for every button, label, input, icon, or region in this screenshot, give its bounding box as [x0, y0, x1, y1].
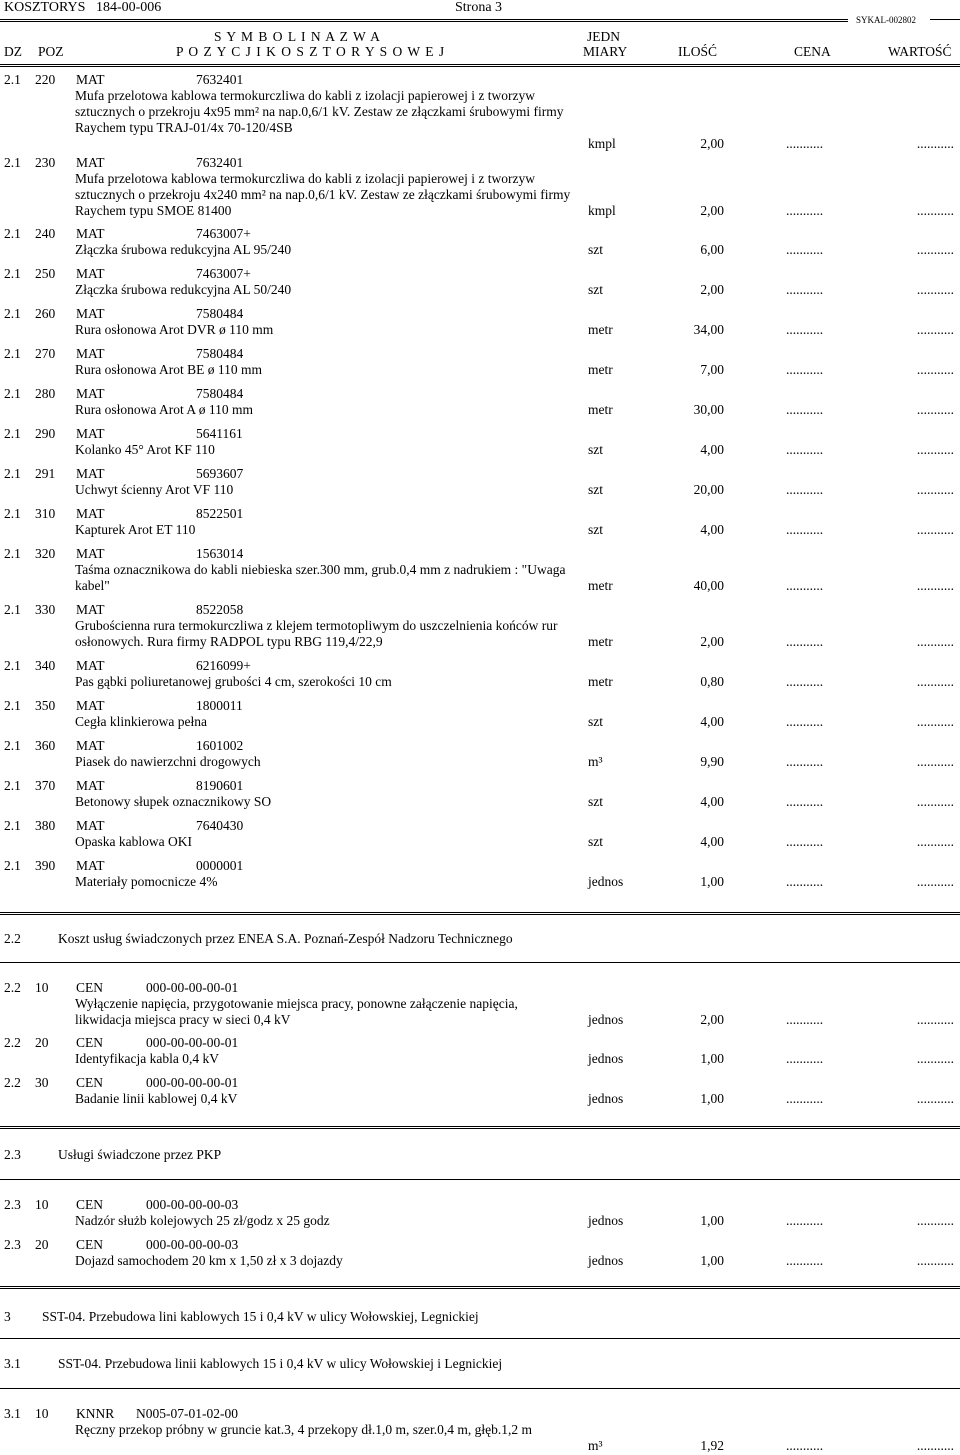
row-quantity: 4,00 — [700, 794, 724, 809]
row-dz: 2.1 — [4, 506, 21, 521]
row-price: ........... — [786, 754, 824, 769]
row-unit: kmpl — [588, 136, 616, 151]
row-unit: metr — [588, 674, 613, 689]
row-description: Materiały pomocnicze 4% — [75, 874, 218, 889]
row-unit: m³ — [588, 754, 603, 769]
row-poz: 250 — [35, 266, 56, 281]
section-title: Koszt usług świadczonych przez ENEA S.A. Poznań-Zespół Nadzoru Technicznego — [58, 931, 513, 946]
row-code: 000-00-00-00-01 — [146, 980, 239, 995]
row-value: ........... — [916, 578, 954, 593]
row-unit: szt — [588, 834, 603, 849]
section-rule — [0, 912, 960, 915]
row-type: MAT — [76, 818, 105, 833]
row-code: 8522501 — [196, 506, 244, 521]
row-value: ........... — [916, 1438, 954, 1453]
row-type: CEN — [76, 1035, 103, 1050]
row-unit: metr — [588, 578, 613, 593]
row-unit: jednos — [588, 1051, 624, 1066]
row-value: ........... — [916, 482, 954, 497]
row-type: MAT — [76, 155, 105, 170]
row-poz: 370 — [35, 778, 56, 793]
row-value: ........... — [916, 1051, 954, 1066]
row-description: Cegła klinkierowa pełna — [75, 714, 207, 729]
row-unit: m³ — [588, 1438, 603, 1453]
row-poz: 220 — [35, 72, 56, 87]
row-price: ........... — [786, 578, 824, 593]
row-dz: 2.1 — [4, 155, 21, 170]
col-cena: CENA — [794, 44, 831, 59]
row-poz: 10 — [35, 1406, 49, 1421]
row-description: Betonowy słupek oznacznikowy SO — [75, 794, 272, 809]
row-value: ........... — [916, 1012, 954, 1027]
row-price: ........... — [786, 402, 824, 417]
sykal-code: SYKAL-002802 — [856, 15, 916, 25]
row-type: MAT — [76, 658, 105, 673]
row-value: ........... — [916, 714, 954, 729]
row-poz: 10 — [35, 980, 49, 995]
row-description: Rura osłonowa Arot DVR ø 110 mm — [75, 322, 274, 337]
section-title: SST-04. Przebudowa linii kablowych 15 i 0,4 kV w ulicy Wołowskiej i Legnickiej — [58, 1356, 503, 1371]
row-dz: 2.1 — [4, 72, 21, 87]
row-code: 1800011 — [196, 698, 243, 713]
row-description: Pas gąbki poliuretanowej grubości 4 cm, szerokości 10 cm — [75, 674, 392, 689]
row-dz: 2.1 — [4, 426, 21, 441]
row-dz: 2.1 — [4, 226, 21, 241]
row-description: Złączka śrubowa redukcyjna AL 50/240 — [75, 282, 292, 297]
row-quantity: 40,00 — [693, 578, 724, 593]
row-type: MAT — [76, 266, 105, 281]
section-rule — [0, 1126, 960, 1129]
row-code: 000-00-00-00-01 — [146, 1075, 239, 1090]
row-value: ........... — [916, 136, 954, 151]
row-price: ........... — [786, 322, 824, 337]
row-quantity: 4,00 — [700, 522, 724, 537]
section-rule — [0, 1338, 960, 1339]
row-code: 000-00-00-00-03 — [146, 1237, 239, 1252]
row-code: 7463007+ — [196, 226, 251, 241]
row-quantity: 1,00 — [700, 1051, 724, 1066]
row-type: MAT — [76, 778, 105, 793]
row-code: 7632401 — [196, 72, 244, 87]
row-quantity: 2,00 — [700, 136, 724, 151]
section-rule — [0, 1286, 960, 1289]
row-code: 8522058 — [196, 602, 244, 617]
row-poz: 310 — [35, 506, 56, 521]
row-description: Kapturek Arot ET 110 — [75, 522, 196, 537]
col-ilosc: ILOŚĆ — [678, 44, 718, 59]
row-quantity: 2,00 — [700, 634, 724, 649]
row-poz: 390 — [35, 858, 56, 873]
row-price: ........... — [786, 442, 824, 457]
row-unit: szt — [588, 282, 603, 297]
row-unit: szt — [588, 482, 603, 497]
row-value: ........... — [916, 242, 954, 257]
row-quantity: 20,00 — [693, 482, 724, 497]
row-price: ........... — [786, 282, 824, 297]
row-poz: 350 — [35, 698, 56, 713]
row-code: 7580484 — [196, 346, 244, 361]
row-poz: 360 — [35, 738, 56, 753]
row-value: ........... — [916, 362, 954, 377]
row-poz: 230 — [35, 155, 56, 170]
row-description: Wyłączenie napięcia, przygotowanie miejsca pracy, ponowne załączenie napięcia, likwidacja miejsca pracy w sieci 0,4 kV — [75, 996, 518, 1027]
row-quantity: 34,00 — [693, 322, 724, 337]
section-rule — [0, 1179, 960, 1180]
row-unit: jednos — [588, 1012, 624, 1027]
row-price: ........... — [786, 522, 824, 537]
row-description: Taśma oznacznikowa do kabli niebieska szer.300 mm, grub.0,4 mm z nadrukiem : "Uwaga kabel" — [75, 562, 566, 593]
row-price: ........... — [786, 482, 824, 497]
row-price: ........... — [786, 203, 824, 218]
row-type: MAT — [76, 858, 105, 873]
row-dz: 2.2 — [4, 1075, 21, 1090]
col-dz: DZ — [4, 44, 22, 59]
row-value: ........... — [916, 1253, 954, 1268]
row-description: Rura osłonowa Arot A ø 110 mm — [75, 402, 253, 417]
row-code: 000-00-00-00-01 — [146, 1035, 239, 1050]
row-code: 7640430 — [196, 818, 244, 833]
page-number: Strona 3 — [455, 0, 503, 15]
row-description: Nadzór służb kolejowych 25 zł/godz x 25 godz — [75, 1213, 330, 1228]
header-top-rule — [0, 19, 848, 22]
row-description: Badanie linii kablowej 0,4 kV — [75, 1091, 238, 1106]
section-title: SST-04. Przebudowa lini kablowych 15 i 0,4 kV w ulicy Wołowskiej, Legnickiej — [42, 1309, 479, 1324]
row-quantity: 30,00 — [693, 402, 724, 417]
row-code: 7463007+ — [196, 266, 251, 281]
row-unit: metr — [588, 402, 613, 417]
row-price: ........... — [786, 1091, 824, 1106]
row-quantity: 1,00 — [700, 1213, 724, 1228]
row-quantity: 6,00 — [700, 242, 724, 257]
row-unit: szt — [588, 714, 603, 729]
row-dz: 2.1 — [4, 346, 21, 361]
row-description: Mufa przelotowa kablowa termokurczliwa do kabli z izolacji papierowej i z tworzyw sztucznych o przekroju 4x240 mm² na nap.0,6/1 kV. Zestaw ze złączkami śrubowymi firmy Raychem typu SMOE 81400 — [75, 171, 571, 218]
row-poz: 340 — [35, 658, 56, 673]
row-quantity: 9,90 — [700, 754, 724, 769]
row-value: ........... — [916, 1091, 954, 1106]
col-jedn: JEDN — [587, 29, 620, 44]
row-value: ........... — [916, 402, 954, 417]
row-quantity: 1,92 — [700, 1438, 724, 1453]
row-poz: 290 — [35, 426, 56, 441]
row-dz: 2.1 — [4, 858, 21, 873]
row-description: Złączka śrubowa redukcyjna AL 95/240 — [75, 242, 292, 257]
col-poz: POZ — [38, 44, 64, 59]
row-poz: 10 — [35, 1197, 49, 1212]
row-quantity: 0,80 — [700, 674, 724, 689]
row-code: 000-00-00-00-03 — [146, 1197, 239, 1212]
row-price: ........... — [786, 1051, 824, 1066]
row-dz: 2.1 — [4, 818, 21, 833]
row-code: 7580484 — [196, 306, 244, 321]
section-title: Usługi świadczone przez PKP — [58, 1147, 222, 1162]
row-quantity: 2,00 — [700, 282, 724, 297]
row-value: ........... — [916, 794, 954, 809]
row-unit: szt — [588, 442, 603, 457]
row-quantity: 1,00 — [700, 874, 724, 889]
row-poz: 320 — [35, 546, 56, 561]
row-price: ........... — [786, 874, 824, 889]
row-unit: metr — [588, 634, 613, 649]
row-code: 8190601 — [196, 778, 244, 793]
section-rule — [0, 1388, 960, 1389]
col-wartosc: WARTOŚĆ — [888, 44, 952, 59]
row-code: 7580484 — [196, 386, 244, 401]
row-type: MAT — [76, 738, 105, 753]
row-quantity: 4,00 — [700, 834, 724, 849]
row-price: ........... — [786, 634, 824, 649]
row-type: MAT — [76, 226, 105, 241]
row-type: MAT — [76, 466, 105, 481]
row-code: 1601002 — [196, 738, 244, 753]
row-price: ........... — [786, 1012, 824, 1027]
row-poz: 280 — [35, 386, 56, 401]
row-unit: kmpl — [588, 203, 616, 218]
row-type: MAT — [76, 72, 105, 87]
row-poz: 291 — [35, 466, 56, 481]
row-value: ........... — [916, 522, 954, 537]
row-quantity: 2,00 — [700, 1012, 724, 1027]
row-quantity: 2,00 — [700, 203, 724, 218]
row-quantity: 4,00 — [700, 714, 724, 729]
row-price: ........... — [786, 1213, 824, 1228]
row-description: Uchwyt ścienny Arot VF 110 — [75, 482, 234, 497]
row-price: ........... — [786, 834, 824, 849]
row-quantity: 7,00 — [700, 362, 724, 377]
row-description: Piasek do nawierzchni drogowych — [75, 754, 261, 769]
row-poz: 260 — [35, 306, 56, 321]
row-type: MAT — [76, 506, 105, 521]
row-description: Grubościenna rura termokurczliwa z klejem termotopliwym do uszczelnienia końców rur osłonowych. Rura firmy RADPOL typu RBG 119,4/22,9 — [75, 618, 558, 649]
section-number: 2.2 — [4, 931, 21, 946]
row-unit: metr — [588, 322, 613, 337]
row-dz: 2.1 — [4, 698, 21, 713]
row-price: ........... — [786, 714, 824, 729]
row-poz: 270 — [35, 346, 56, 361]
row-dz: 2.2 — [4, 1035, 21, 1050]
row-unit: jednos — [588, 1253, 624, 1268]
row-dz: 2.1 — [4, 386, 21, 401]
row-code: N005-07-01-02-00 — [136, 1406, 238, 1421]
row-value: ........... — [916, 674, 954, 689]
row-description: Ręczny przekop próbny w gruncie kat.3, 4 przekopy dł.1,0 m, szer.0,4 m, głęb.1,2 m — [75, 1422, 533, 1437]
row-dz: 2.1 — [4, 658, 21, 673]
row-price: ........... — [786, 242, 824, 257]
row-description: Dojazd samochodem 20 km x 1,50 zł x 3 dojazdy — [75, 1253, 343, 1268]
row-poz: 20 — [35, 1237, 49, 1252]
row-dz: 2.1 — [4, 602, 21, 617]
row-dz: 2.2 — [4, 980, 21, 995]
row-unit: szt — [588, 242, 603, 257]
row-value: ........... — [916, 834, 954, 849]
row-value: ........... — [916, 322, 954, 337]
row-poz: 240 — [35, 226, 56, 241]
row-price: ........... — [786, 136, 824, 151]
row-dz: 2.3 — [4, 1197, 21, 1212]
row-description: Mufa przelotowa kablowa termokurczliwa do kabli z izolacji papierowej i z tworzyw sztucznych o przekroju 4x95 mm² na nap.0,6/1 kV. Zestaw ze złączkami śrubowymi firmy Raychem typu TRAJ-01/4x 70-120/4SB — [75, 88, 564, 135]
row-unit: jednos — [588, 874, 624, 889]
row-quantity: 1,00 — [700, 1091, 724, 1106]
row-price: ........... — [786, 1253, 824, 1268]
row-poz: 330 — [35, 602, 56, 617]
row-poz: 30 — [35, 1075, 49, 1090]
row-type: CEN — [76, 980, 103, 995]
col-miary: MIARY — [583, 44, 628, 59]
row-dz: 2.1 — [4, 778, 21, 793]
row-type: KNNR — [76, 1406, 115, 1421]
row-value: ........... — [916, 442, 954, 457]
col-position: P O Z Y C J I K O S Z T O R Y S O W E J — [176, 44, 446, 59]
row-value: ........... — [916, 282, 954, 297]
row-type: CEN — [76, 1075, 103, 1090]
row-quantity: 4,00 — [700, 442, 724, 457]
row-dz: 2.3 — [4, 1237, 21, 1252]
row-type: MAT — [76, 698, 105, 713]
row-description: Rura osłonowa Arot BE ø 110 mm — [75, 362, 262, 377]
row-code: 7632401 — [196, 155, 244, 170]
row-quantity: 1,00 — [700, 1253, 724, 1268]
section-number: 2.3 — [4, 1147, 21, 1162]
row-type: MAT — [76, 426, 105, 441]
row-type: MAT — [76, 306, 105, 321]
row-price: ........... — [786, 674, 824, 689]
row-type: MAT — [76, 546, 105, 561]
row-poz: 380 — [35, 818, 56, 833]
row-type: MAT — [76, 386, 105, 401]
row-value: ........... — [916, 874, 954, 889]
row-type: CEN — [76, 1237, 103, 1252]
row-price: ........... — [786, 362, 824, 377]
row-unit: jednos — [588, 1213, 624, 1228]
row-code: 1563014 — [196, 546, 244, 561]
section-number: 3 — [4, 1309, 11, 1324]
row-unit: szt — [588, 522, 603, 537]
row-code: 5693607 — [196, 466, 244, 481]
section-rule — [0, 962, 960, 963]
row-unit: jednos — [588, 1091, 624, 1106]
row-dz: 2.1 — [4, 466, 21, 481]
section-number: 3.1 — [4, 1356, 21, 1371]
row-code: 0000001 — [196, 858, 244, 873]
col-symbol-name: S Y M B O L I N A Z W A — [214, 29, 381, 44]
row-type: MAT — [76, 346, 105, 361]
row-unit: metr — [588, 362, 613, 377]
row-dz: 3.1 — [4, 1406, 21, 1421]
row-value: ........... — [916, 634, 954, 649]
row-poz: 20 — [35, 1035, 49, 1050]
row-dz: 2.1 — [4, 738, 21, 753]
row-dz: 2.1 — [4, 306, 21, 321]
row-type: MAT — [76, 602, 105, 617]
doc-title: KOSZTORYS 184-00-006 — [4, 0, 162, 15]
row-dz: 2.1 — [4, 266, 21, 281]
header-bottom-rule — [0, 64, 960, 67]
row-description: Opaska kablowa OKI — [75, 834, 192, 849]
row-description: Identyfikacja kabla 0,4 kV — [75, 1051, 219, 1066]
row-value: ........... — [916, 754, 954, 769]
row-code: 5641161 — [196, 426, 243, 441]
row-value: ........... — [916, 203, 954, 218]
row-description: Kolanko 45° Arot KF 110 — [75, 442, 215, 457]
row-type: CEN — [76, 1197, 103, 1212]
row-dz: 2.1 — [4, 546, 21, 561]
row-price: ........... — [786, 1438, 824, 1453]
row-unit: szt — [588, 794, 603, 809]
row-value: ........... — [916, 1213, 954, 1228]
row-price: ........... — [786, 794, 824, 809]
row-code: 6216099+ — [196, 658, 251, 673]
header-top-rule-right — [930, 19, 960, 20]
